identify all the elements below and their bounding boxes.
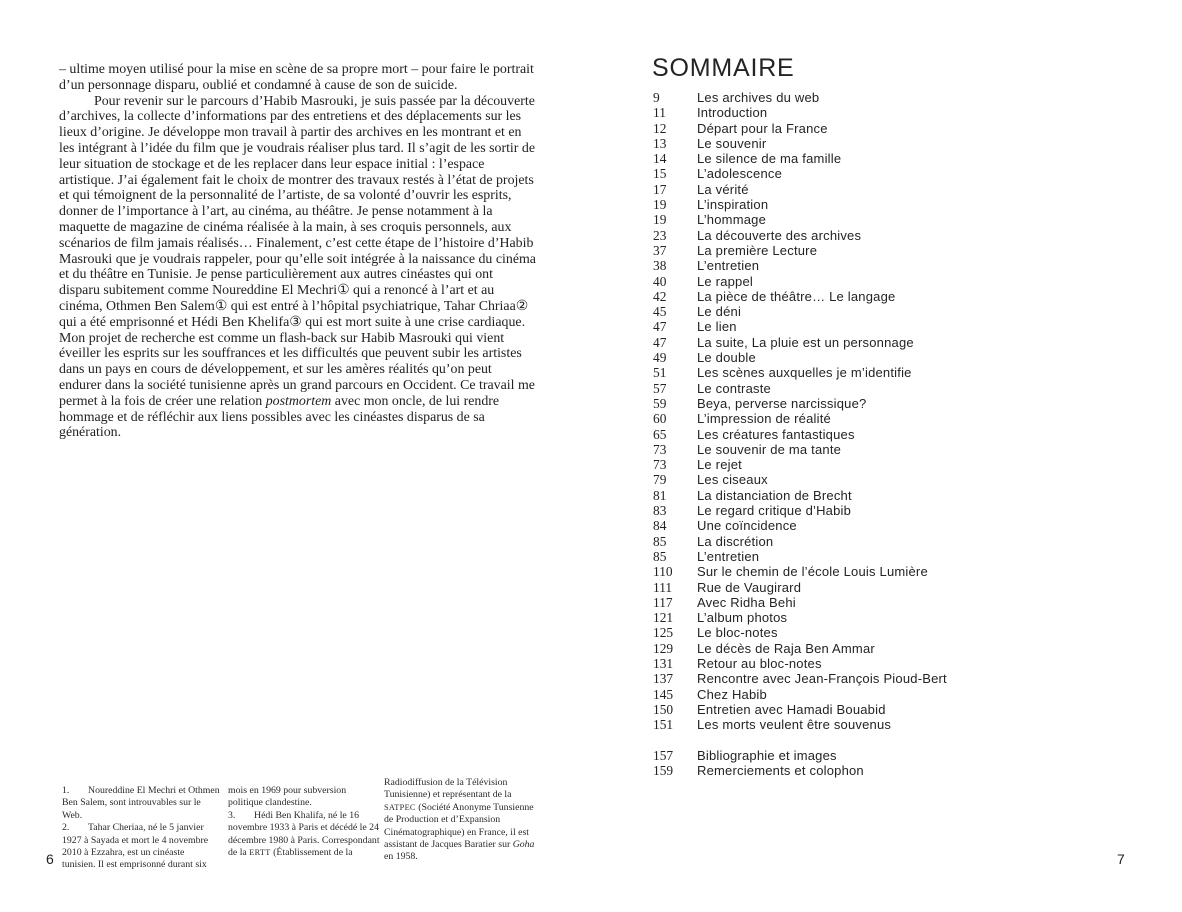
toc-page-number: 73 (653, 457, 667, 473)
toc-entry-title: Remerciements et colophon (697, 763, 864, 779)
toc-entry-title: Rue de Vaugirard (697, 579, 802, 595)
toc-entry-title: L’entretien (697, 548, 760, 564)
toc-entry-title: Le silence de ma famille (697, 151, 842, 167)
toc-page-number: 40 (653, 273, 667, 289)
toc-entry (653, 166, 947, 181)
toc-entry-title: Les morts veulent être souvenus (697, 717, 892, 733)
toc-page-number: 59 (653, 395, 667, 411)
footnote-col-2 (228, 785, 380, 859)
footnote-number: 2. (62, 822, 70, 834)
toc-page-number: 60 (653, 411, 667, 427)
toc-page-number: 14 (653, 151, 667, 167)
sommaire-title: SOMMAIRE (652, 54, 795, 82)
toc-page-number: 12 (653, 120, 667, 136)
footnote-col-1 (62, 785, 220, 872)
toc-entry (653, 702, 947, 717)
footnote: 1. Noureddine El Mechri et Othmen Ben Salem, sont introuvables sur le Web. (62, 785, 220, 821)
toc-page-number: 151 (653, 717, 674, 733)
toc-entry (653, 105, 947, 120)
toc-page-number: 57 (653, 380, 667, 396)
toc-entry (653, 121, 947, 136)
toc-entry-title: L’album photos (697, 610, 788, 626)
toc-entry (653, 228, 947, 243)
toc-entry-title: Le rejet (697, 457, 742, 473)
toc-page-number: 129 (653, 640, 674, 656)
toc-entry-title: La pièce de théâtre… Le langage (697, 288, 896, 304)
toc-entry-title: Introduction (697, 105, 768, 121)
toc-page-number: 85 (653, 533, 667, 549)
toc-entry (653, 442, 947, 457)
toc-page-number: 145 (653, 686, 674, 702)
toc-page-number: 84 (653, 518, 667, 534)
toc-entry-title: Le contraste (697, 380, 771, 396)
toc-page-number: 49 (653, 350, 667, 366)
toc-page-number: 65 (653, 426, 667, 442)
toc-entry (653, 763, 947, 778)
toc-entry-title: Le déni (697, 304, 742, 320)
toc-entry (653, 212, 947, 227)
toc-list (653, 90, 947, 778)
toc-page-number: 131 (653, 655, 674, 671)
toc-entry (653, 258, 947, 273)
toc-page-number: 9 (653, 90, 660, 105)
toc-entry (653, 289, 947, 304)
footnote-continuation: mois en 1969 pour subversion politique clandestine. (228, 785, 347, 809)
toc-entry-title: Le décès de Raja Ben Ammar (697, 640, 875, 656)
toc-entry (653, 488, 947, 503)
toc-page-number: 19 (653, 212, 667, 228)
toc-page-number: 47 (653, 319, 667, 335)
toc-page-number: 157 (653, 747, 674, 763)
toc-page-number: 159 (653, 763, 674, 779)
film-title-italic: Goha (512, 839, 535, 851)
toc-entry (653, 564, 947, 579)
toc-page-number: 15 (653, 166, 667, 182)
toc-entry-title: Retour au bloc-notes (697, 655, 822, 671)
toc-entry (653, 350, 947, 365)
toc-entry (653, 411, 947, 426)
toc-page-number: 51 (653, 365, 667, 381)
toc-page-number: 81 (653, 487, 667, 503)
toc-entry-title: Le bloc-notes (697, 625, 778, 641)
footnote-text: en 1958. (384, 851, 418, 863)
footnote-text: (Société Anonyme Tunsienne de Production et d’Expansion Cinématographique) en France, il est assistant de Jacques Baratier sur (384, 801, 534, 851)
toc-page-number: 73 (653, 441, 667, 457)
toc-page-number: 83 (653, 503, 667, 519)
toc-entry (653, 457, 947, 472)
toc-entry-title: Bibliographie et images (697, 747, 837, 763)
toc-entry-title: L’hommage (697, 212, 767, 228)
toc-entry-title: Le lien (697, 319, 737, 335)
toc-entry-title: L’impression de réalité (697, 411, 831, 427)
toc-page-number: 137 (653, 671, 674, 687)
toc-entry (653, 304, 947, 319)
toc-page-number: 38 (653, 258, 667, 274)
footnote-text: (Établissement de la (270, 847, 353, 859)
toc-page-number: 23 (653, 227, 667, 243)
toc-entry-title: Le double (697, 350, 756, 366)
toc-entry-title: La vérité (697, 181, 749, 197)
paragraph-continuation: – ultime moyen utilisé pour la mise en scène de sa propre mort – pour faire le portrait d’un personnage disparu, oublié et condamné à cause de son de suicide. (59, 62, 534, 93)
toc-page-number: 45 (653, 304, 667, 320)
footnote-text: Radiodiffusion de la Télévision Tunisienne) et représentant de la (384, 777, 512, 801)
toc-entry (653, 625, 947, 640)
footnote-number: 1. (62, 785, 70, 796)
toc-entry (653, 319, 947, 334)
toc-entry (653, 610, 947, 625)
toc-page-number: 17 (653, 181, 667, 197)
toc-entry (653, 335, 947, 350)
toc-page-number: 85 (653, 548, 667, 564)
toc-entry-title: La suite, La pluie est un personnage (697, 334, 914, 350)
toc-entry-title: Le souvenir de ma tante (697, 441, 842, 457)
toc-entry (653, 641, 947, 656)
toc-entry-title: La découverte des archives (697, 227, 862, 243)
toc-entry (653, 472, 947, 487)
toc-page-number: 47 (653, 334, 667, 350)
footnote (228, 810, 380, 860)
toc-entry (653, 182, 947, 197)
toc-entry-title: Entretien avec Hamadi Bouabid (697, 701, 886, 717)
toc-entry (653, 595, 947, 610)
toc-entry (653, 580, 947, 595)
toc-page-number: 121 (653, 610, 674, 626)
toc-entry-title: L’inspiration (697, 197, 769, 213)
toc-entry (653, 549, 947, 564)
toc-entry-title: Beya, perverse narcissique? (697, 395, 867, 411)
toc-entry (653, 534, 947, 549)
page-number-left: 6 (46, 851, 54, 867)
toc-entry (653, 274, 947, 289)
toc-page-number: 13 (653, 135, 667, 151)
toc-entry (653, 136, 947, 151)
toc-page-number: 110 (653, 564, 673, 580)
toc-entry-title: Le rappel (697, 273, 754, 289)
toc-entry (653, 656, 947, 671)
toc-entry-title: Une coïncidence (697, 518, 797, 534)
toc-entry (653, 427, 947, 442)
toc-page-number: 11 (653, 105, 666, 121)
toc-entry (653, 503, 947, 518)
toc-entry (653, 90, 947, 105)
toc-entry-title: Rencontre avec Jean-François Pioud-Bert (697, 671, 947, 687)
toc-entry-title: Sur le chemin de l’école Louis Lumière (697, 564, 928, 580)
toc-entry (653, 197, 947, 212)
toc-page-number: 42 (653, 288, 667, 304)
toc-page-number: 79 (653, 472, 667, 488)
toc-entry-title: L’entretien (697, 258, 760, 274)
toc-page-number: 111 (653, 579, 673, 595)
toc-page-number: 150 (653, 701, 674, 717)
toc-page-number: 125 (653, 625, 674, 641)
toc-entry (653, 396, 947, 411)
footnote-number: 3. (228, 809, 236, 821)
paragraph-main (59, 94, 537, 442)
body-text (59, 62, 537, 441)
toc-entry-title: La première Lecture (697, 242, 818, 258)
toc-entry (653, 687, 947, 702)
footnote: 2. Tahar Cheriaa, né le 5 janvier 1927 à Sayada et mort le 4 novembre 2010 à Ezzahra, est un cinéaste tunisien. Il est emprisonné durant six (62, 822, 209, 871)
toc-entry (653, 381, 947, 396)
toc-entry (653, 671, 947, 686)
footnote-text: Hédi Ben Khalifa, né le 16 novembre 1933 à Paris et décédé le 24 décembre 1980 à Paris. Correspondant de la (228, 809, 380, 859)
italic-term: postmortem (265, 393, 332, 409)
toc-entry-title: Les scènes auxquelles je m’identifie (697, 365, 912, 381)
toc-entry-title: Chez Habib (697, 686, 767, 702)
toc-entry (653, 365, 947, 380)
footnote-smallcaps-acronym: SATPEC (384, 802, 416, 812)
toc-entry-title: La discrétion (697, 533, 774, 549)
toc-page-number: 117 (653, 594, 673, 610)
toc-entry-title: Le regard critique d’Habib (697, 503, 852, 519)
paragraph-main-text-start: Pour revenir sur le parcours d’Habib Masrouki, je suis passée par la découverte d’archives, la collecte d’informations par des entretiens et des déplacements sur les lieux d’origine. Je développe mon travail à partir des archives en les montrant et en les intégrant à l’idée du film que je voudrais réaliser plus tard. Il s’agit de les sortir de leur situation de stockage et de les replacer dans leur espace initial : l’espace artistique. J’ai également fait le choix de montrer des travaux restés à l’état de projets et qui témoignent de la personnalité de l’artiste, de sa volonté d’ouvrir les esprits, donner de l’importance à l’art, au cinéma, au théâtre. Je pense notamment à la maquette de magazine de cinéma réalisée à la main, à ses croquis personnels, aux scénarios de film jamais réalisés… Finalement, c’est cette étape de l’histoire d’Habib Masrouki que je voudrais rappeler, pour qu’elle soit intégrée à la naissance du cinéma et du théâtre en Tunisie. Je pense particulièrement aux autres cinéastes qui ont disparu subitement comme Noureddine El Mechri① qui a renoncé à l’art et au cinéma, Othmen Ben Salem① qui est entré à l’hôpital psychiatrique, Tahar Chriaa② qui a été emprisonné et Hédi Ben Khelifa③ qui est mort suite à une crise cardiaque. Mon projet de recherche est comme un flash-back sur Habib Masrouki qui vient éveiller les esprits sur les souffrances et les difficultés que peuvent subir les artistes dans un pays en cours de développement, et sur les amères réalités qu’on peut endurer dans la société tunisienne après un grand parcours en Occident. Ce travail me permet à la fois de créer une relation (59, 93, 536, 409)
toc-entry-title: Le souvenir (697, 135, 767, 151)
toc-entry (653, 151, 947, 166)
toc-entry-title: Les archives du web (697, 90, 820, 105)
toc-entry-title: Les créatures fantastiques (697, 426, 855, 442)
footnote-col-3 (384, 777, 542, 864)
toc-entry-title: La distanciation de Brecht (697, 487, 852, 503)
toc-entry (653, 748, 947, 763)
footnote-smallcaps-acronym: ERTT (249, 848, 271, 858)
toc-entry (653, 717, 947, 732)
page-number-right: 7 (1117, 851, 1125, 867)
toc-entry-title: Les ciseaux (697, 472, 768, 488)
toc-entry (653, 518, 947, 533)
toc-page-number: 37 (653, 242, 667, 258)
toc-entry-title: L’adolescence (697, 166, 782, 182)
toc-entry (653, 243, 947, 258)
toc-page-number: 19 (653, 197, 667, 213)
paragraph-main-text-end: avec mon oncle, de lui rendre hommage et de réfléchir aux liens possibles avec les cinéastes disparus de sa génération. (59, 393, 500, 441)
toc-entry-title: Départ pour la France (697, 120, 828, 136)
toc-entry-title: Avec Ridha Behi (697, 594, 796, 610)
